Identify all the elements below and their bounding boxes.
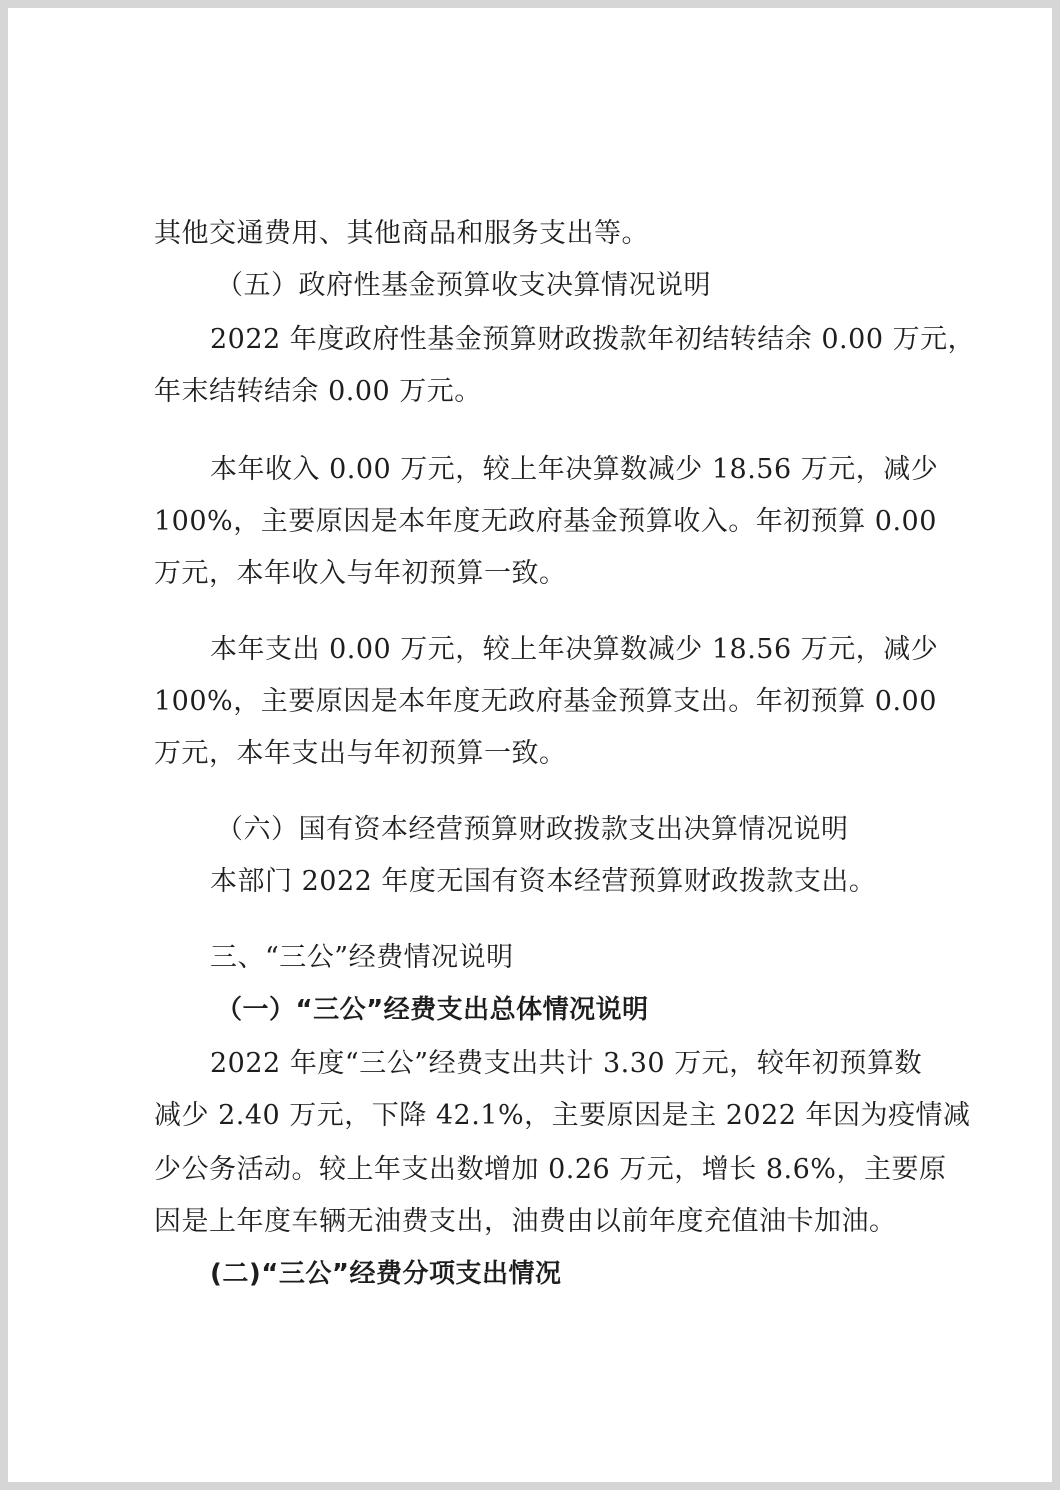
section-heading: （五）政府性基金预算收支决算情况说明 [216, 270, 711, 301]
paragraph-line: 万元，本年收入与年初预算一致。 [154, 558, 567, 589]
paragraph-line: 100%，主要原因是本年度无政府基金预算支出。年初预算 0.00 [154, 686, 937, 717]
paragraph-line: 年末结转结余 0.00 万元。 [154, 376, 482, 407]
section-heading: （一）“三公”经费支出总体情况说明 [216, 995, 649, 1025]
paragraph-line: 2022 年度“三公”经费支出共计 3.30 万元，较年初预算数 [210, 1048, 922, 1079]
paragraph-line: 本年收入 0.00 万元，较上年决算数减少 18.56 万元，减少 [210, 454, 939, 485]
section-heading: 三、“三公”经费情况说明 [210, 942, 514, 973]
section-heading: （六）国有资本经营预算财政拨款支出决算情况说明 [216, 814, 849, 845]
paragraph-line: 减少 2.40 万元，下降 42.1%，主要原因是主 2022 年因为疫情减 [154, 1100, 971, 1131]
paragraph-line: 其他交通费用、其他商品和服务支出等。 [154, 218, 649, 249]
paragraph-line: 万元，本年支出与年初预算一致。 [154, 738, 567, 769]
paragraph-line: 本年支出 0.00 万元，较上年决算数减少 18.56 万元，减少 [210, 634, 939, 665]
paragraph-line: 2022 年度政府性基金预算财政拨款年初结转结余 0.00 万元， [210, 324, 976, 355]
section-heading: (二)“三公”经费分项支出情况 [210, 1259, 562, 1289]
paragraph-line: 因是上年度车辆无油费支出，油费由以前年度充值油卡加油。 [154, 1206, 897, 1237]
paragraph-line: 本部门 2022 年度无国有资本经营预算财政拨款支出。 [210, 866, 877, 897]
paragraph-line: 少公务活动。较上年支出数增加 0.26 万元，增长 8.6%，主要原 [154, 1154, 947, 1185]
paragraph-line: 100%，主要原因是本年度无政府基金预算收入。年初预算 0.00 [154, 506, 937, 537]
document-page [8, 8, 1052, 1482]
